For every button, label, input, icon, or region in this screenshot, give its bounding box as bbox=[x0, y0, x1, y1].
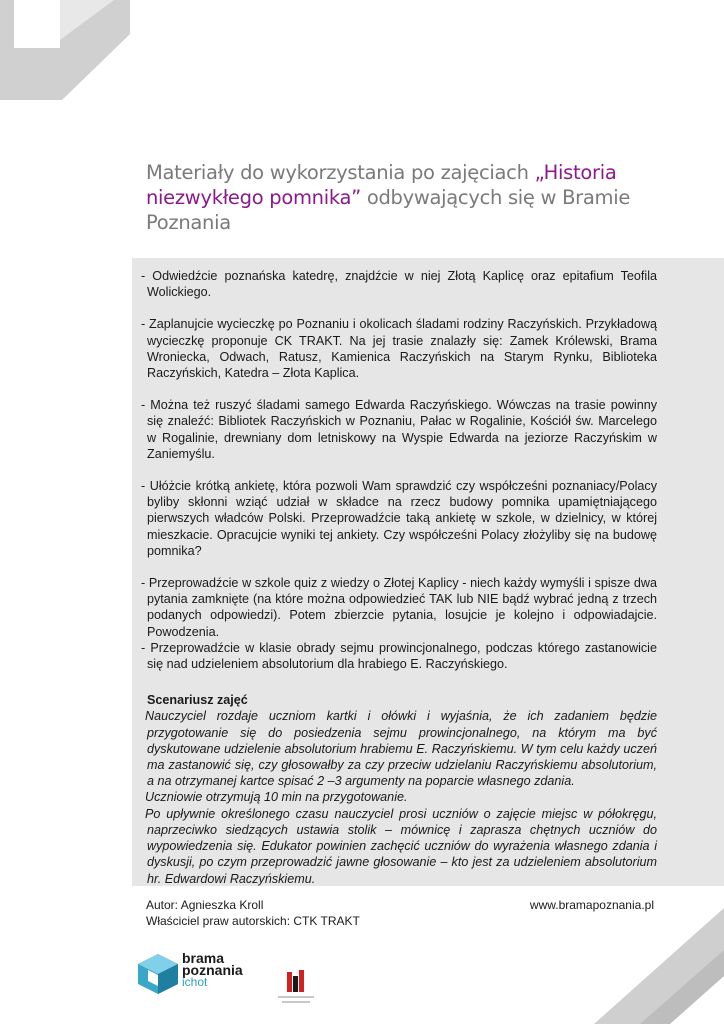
scenario-paragraph-3: Po upływnie określonego czasu nauczyciel prosi uczniów o zajęcie miejsc w półokręgu, naprzeciwko siedzących ustawia stolik – mównicę i zaprasza chętnych uczniów do wypowiedzenia się. Edukator powinien zachęcić uczniów do wyrażenia własnego zdania i dyskusji, po czym przeprowadzić jawne głosowanie – kto jest za udzieleniem absolutorium hr. Edwardowi Raczyńskiemu. bbox=[145, 806, 657, 886]
footer-credits bbox=[146, 897, 360, 929]
bottom-right-decoration bbox=[520, 908, 724, 1024]
website-link[interactable]: www.bramapoznania.pl bbox=[529, 898, 654, 912]
activity-item-2: - Zaplanujcie wycieczkę po Poznaniu i okolicach śladami rodziny Raczyńskich. Przykładową wycieczkę proponuje CK TRAKT. Na jej trasie znalazły się: Zamek Królewski, Brama Wroniecka, Odwach, Ratusz, Kamienica Raczyńskich na Starym Rynku, Biblioteka Raczyńskich, Katedra – Złota Kaplica. bbox=[141, 317, 657, 381]
ctk-trakt-logo-icon bbox=[274, 968, 318, 1008]
author-line: Autor: Agnieszka Kroll bbox=[146, 898, 264, 912]
scenario-paragraph-1: Nauczyciel rozdaje uczniom kartki i ołówki i wyjaśnia, że ich zadaniem będzie przygotowanie się do posiedzenia sejmu prowincjonalnego, na którym ma być dyskutowane udzielenie absolutorium hrabiemu E. Raczyńskiemu. W tym celu każdy uczeń ma zastanowić się, czy głosowałby za czy przeciw udzielaniu Raczyńskiemu absolutorium, a na otrzymanej kartce spisać 2 –3 argumenty na poparcie własnego zdania. bbox=[145, 709, 657, 789]
title-part1: Materiały do wykorzystania po zajęciach bbox=[146, 161, 535, 184]
top-left-decoration bbox=[0, 0, 140, 120]
page-title bbox=[146, 160, 666, 235]
content-body bbox=[141, 268, 657, 887]
title-part2: odbywających się w Bramie Poznania bbox=[146, 186, 631, 234]
activity-item-4: - Ułóżcie krótką ankietę, która pozwoli Wam sprawdzić czy współcześni poznaniacy/Polacy byliby skłonni wziąć udział w składce na rzecz budowy pomnika upamiętniającego pierwszych władców Polski. Przeprowadźcie taką ankietę w szkole, w dzielnicy, w której mieszkacie. Opracujcie wyniki tej ankiety. Czy współcześni Polacy złożyliby się na budowę pomnika? bbox=[141, 479, 657, 558]
owner-line: Właściciel praw autorskich: CTK TRAKT bbox=[146, 914, 360, 928]
brama-poznania-logo-icon bbox=[136, 952, 180, 996]
logo-line-2: poznania bbox=[182, 962, 243, 978]
scenario-paragraph-2: Uczniowie otrzymują 10 min na przygotowanie. bbox=[145, 790, 408, 805]
activity-item-6: - Przeprowadźcie w klasie obrady sejmu prowincjonalnego, podczas którego zastanowicie się nad udzieleniem absolutorium dla hrabiego E. Raczyńskiego. bbox=[141, 640, 657, 672]
logo-wordmark bbox=[182, 952, 243, 988]
scenario-heading: Scenariusz zajęć bbox=[147, 693, 248, 708]
activity-item-3: - Można też ruszyć śladami samego Edwarda Raczyńskiego. Wówczas na trasie powinny się znaleźć: Bibliotek Raczyńskich w Poznaniu, Pałac w Rogalinie, Kościół św. Marcelego w Rogalinie, drewniany dom letniskowy na Wyspie Edwarda na jeziorze Raczyńskim w Zaniemyślu. bbox=[141, 398, 657, 461]
logo-line-1: brama bbox=[182, 950, 225, 966]
activity-item-1: - Odwiedźcie poznańska katedrę, znajdźcie w niej Złotą Kaplicę oraz epitafium Teofila Wolickiego. bbox=[141, 269, 657, 300]
scenario-body bbox=[141, 708, 657, 886]
activity-item-5: - Przeprowadźcie w szkole quiz z wiedzy o Złotej Kaplicy - niech każdy wymyśli i spisze dwa pytania zamknięte (na które można odpowiedzieć TAK lub NIE bądź wybrać jedną z trzech podanych odpowiedzi). Potem zbierzcie pytania, losujcie je kolejno i odpowiadajcie. Powodzenia. bbox=[141, 576, 657, 639]
logo-line-3: ichot bbox=[182, 975, 208, 989]
title-highlight: „Historia niezwykłego pomnika” bbox=[146, 161, 617, 209]
